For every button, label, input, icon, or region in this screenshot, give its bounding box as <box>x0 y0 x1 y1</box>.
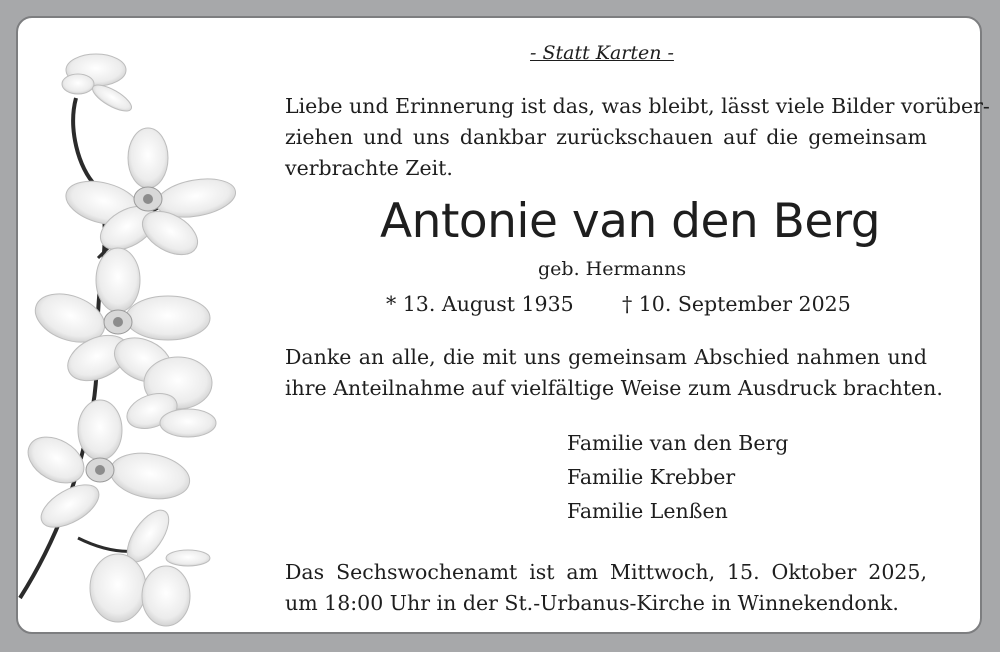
thanks-line: ihre Anteilnahme auf vielfältige Weise zum Ausdruck brachten. <box>285 376 943 400</box>
service-line: um 18:00 Uhr in der St.-Urbanus-Kirche in Winnekendonk. <box>285 591 899 615</box>
family-name: Familie van den Berg <box>567 431 789 455</box>
service-line: Das Sechswochenamt ist am Mittwoch, 15. Oktober 2025, <box>285 560 927 584</box>
deceased-name: Antonie van den Berg <box>380 194 881 249</box>
thanks-line: Danke an alle, die mit uns gemeinsam Abschied nahmen und <box>285 345 927 369</box>
poem-line: verbrachte Zeit. <box>285 156 453 180</box>
orchid-image <box>18 18 248 634</box>
maiden-name: geb. Hermanns <box>538 258 687 280</box>
statt-karten-heading: - Statt Karten - <box>530 42 674 64</box>
family-name: Familie Krebber <box>567 465 736 489</box>
poem-line: ziehen und uns dankbar zurückschauen auf die gemeinsam <box>285 125 927 149</box>
death-date: † 10. September 2025 <box>622 292 851 316</box>
poem-line: Liebe und Erinnerung ist das, was bleibt, lässt viele Bilder vorüber- <box>285 94 990 118</box>
birth-date: * 13. August 1935 <box>386 292 574 316</box>
family-name: Familie Lenßen <box>567 499 728 523</box>
